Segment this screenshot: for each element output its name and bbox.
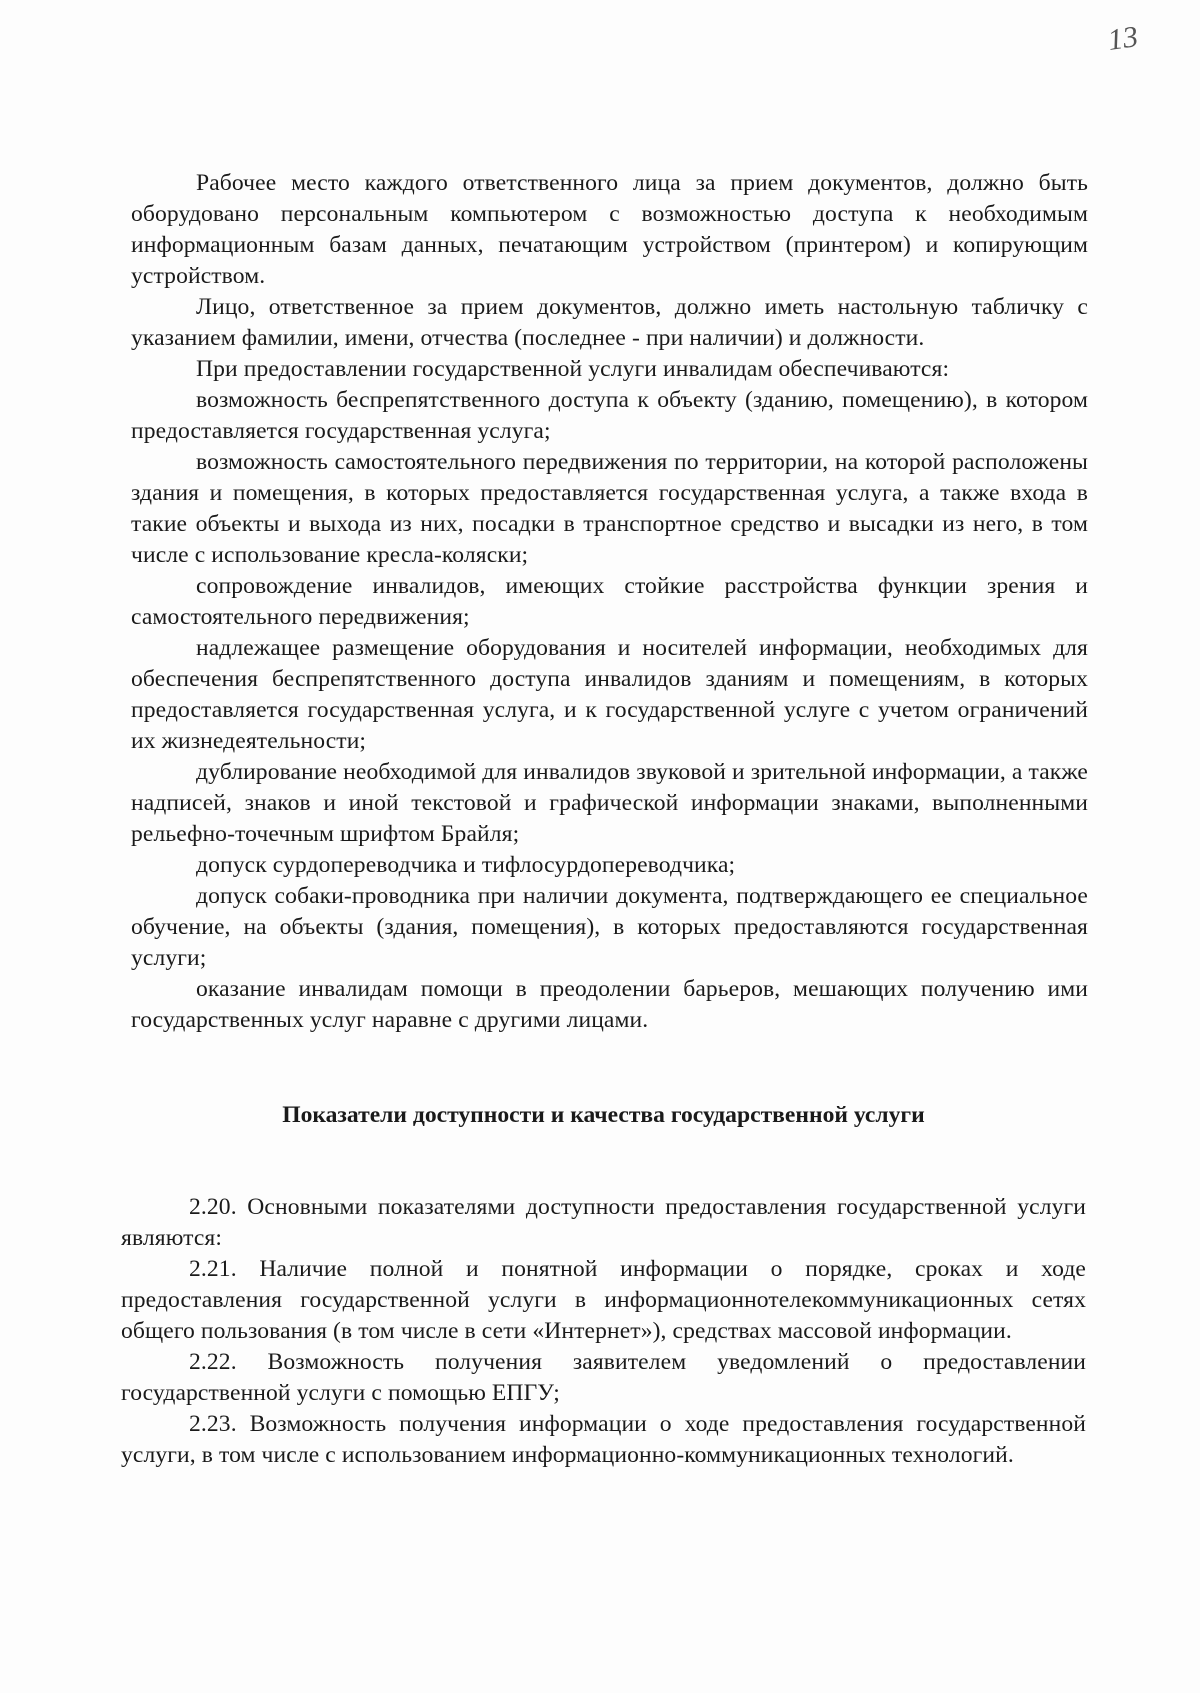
- list-item: оказание инвалидам помощи в преодолении барьеров, мешающих получению ими государственных услуг наравне с другими лицами.: [131, 976, 1088, 1033]
- page-number: 13: [1105, 20, 1141, 57]
- list-item: возможность беспрепятственного доступа к объекту (зданию, помещению), в котором предоставляется государственная услуга;: [131, 387, 1088, 444]
- numbered-paragraph: 2.23. Возможность получения информации о ходе предоставления государственной услуги, в том числе с использованием информационно-коммуникационных технологий.: [121, 1411, 1086, 1468]
- numbered-paragraph: 2.20. Основными показателями доступности предоставления государственной услуги являются:: [121, 1194, 1086, 1251]
- paragraph: Лицо, ответственное за прием документов, должно иметь настольную табличку с указанием фамилии, имени, отчества (последнее - при наличии) и должности.: [131, 294, 1088, 351]
- list-item: сопровождение инвалидов, имеющих стойкие расстройства функции зрения и самостоятельного передвижения;: [131, 573, 1088, 630]
- paragraph: Рабочее место каждого ответственного лица за прием документов, должно быть оборудовано персональным компьютером с возможностью доступа к необходимым информационным базам данных, печатающим устройством (принтером) и копирующим устройством.: [131, 170, 1088, 289]
- list-item: допуск сурдопереводчика и тифлосурдопереводчика;: [196, 852, 736, 878]
- quality-indicators-block: [121, 1192, 1086, 1471]
- list-item: возможность самостоятельного передвижения по территории, на которой расположены здания и помещения, в которых предоставляется государственная услуга, а также входа в такие объекты и выхода из них, посадки в транспортное средство и высадки из него, в том числе с использование кресла-коляски;: [131, 449, 1088, 568]
- list-item: надлежащее размещение оборудования и носителей информации, необходимых для обеспечения беспрепятственного доступа инвалидов зданиям и помещениям, в которых предоставляется государственная услуга, и к государственной услуге с учетом ограничений их жизнедеятельности;: [131, 635, 1088, 754]
- numbered-paragraph: 2.22. Возможность получения заявителем уведомлений о предоставлении государственной услуги с помощью ЕПГУ;: [121, 1349, 1086, 1406]
- list-item: допуск собаки-проводника при наличии документа, подтверждающего ее специальное обучение, на объекты (здания, помещения), в которых предоставляются государственная услуги;: [131, 883, 1088, 971]
- paragraph: При предоставлении государственной услуги инвалидам обеспечиваются:: [196, 356, 950, 382]
- list-item: дублирование необходимой для инвалидов звуковой и зрительной информации, а также надписей, знаков и иной текстовой и графической информации знаками, выполненными рельефно-точечным шрифтом Брайля;: [131, 759, 1088, 847]
- numbered-paragraph: 2.21. Наличие полной и понятной информации о порядке, сроках и ходе предоставления государственной услуги в информационнотелекоммуникационных сетях общего пользования (в том числе в сети «Интернет»), средствах массовой информации.: [121, 1256, 1086, 1344]
- accessibility-requirements-block: [131, 168, 1088, 1036]
- section-heading: Показатели доступности и качества государственной услуги: [282, 1102, 925, 1128]
